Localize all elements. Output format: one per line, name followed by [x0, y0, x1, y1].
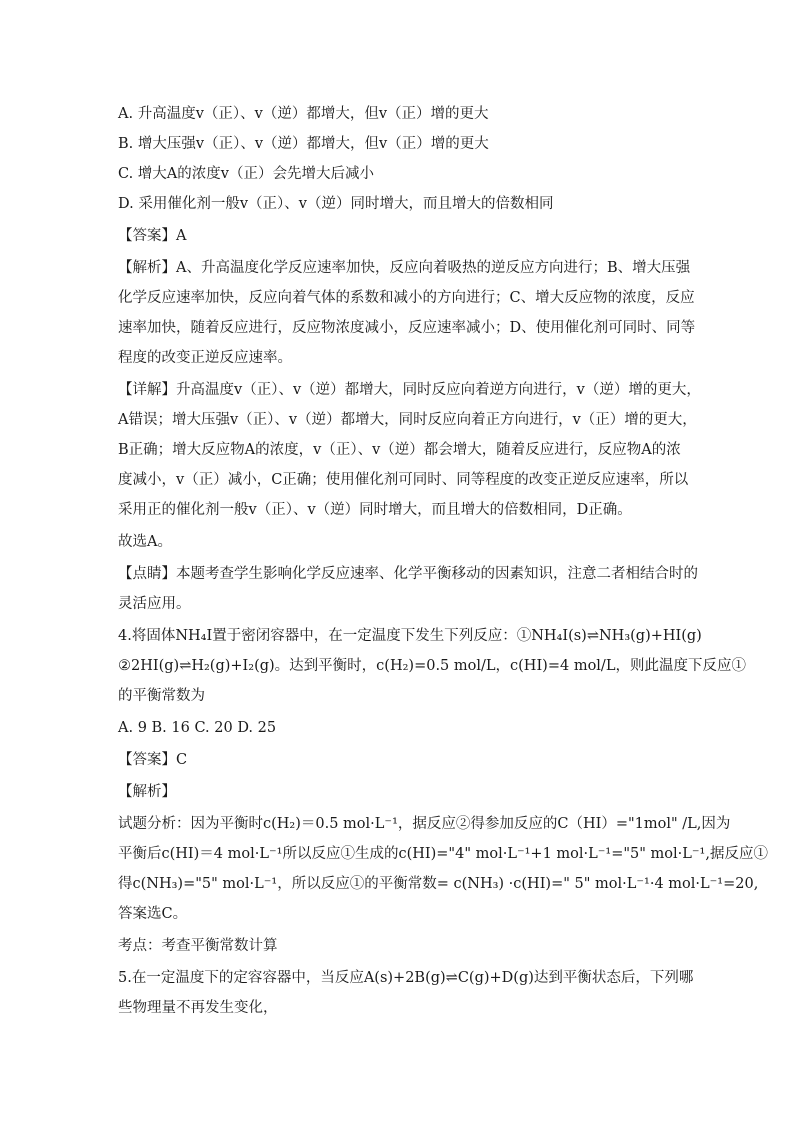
answer-line: 【答案】A [118, 228, 187, 244]
answer-line-2: 【答案】C [118, 752, 188, 768]
analysis-line-1: 【解析】A、升高温度化学反应速率加快，反应向着吸热的逆反应方向进行；B、增大压强 [118, 260, 691, 276]
question-5-line-1: 5.在一定温度下的定容容器中，当反应A(s)+2B(g)⇌C(g)+D(g)达到平衡状态后，下列哪 [118, 970, 694, 986]
detail-line-4: 度减小，v（正）减小，C正确；使用催化剂可同时、同等程度的改变正逆反应速率，所以 [118, 472, 689, 488]
option-c: C. 增大A的浓度v（正）会先增大后减小 [118, 166, 374, 182]
question-5-line-2: 些物理量不再发生变化， [118, 1000, 278, 1016]
question-4-line-2: ②2HI(g)⇌H₂(g)+I₂(g)。达到平衡时，c(H₂)=0.5 mol/L，c(HI)=4 mol/L，则此温度下反应① [118, 658, 746, 674]
tip-line-2: 灵活应用。 [118, 596, 191, 612]
conclusion-line: 故选A。 [118, 534, 172, 550]
detail-line-5: 采用正的催化剂一般v（正）、v（逆）同时增大，而且增大的倍数相同，D正确。 [118, 502, 632, 518]
detail-line-2: A错误；增大压强v（正）、v（逆）都增大，同时反应向着正方向进行，v（正）增的更大， [118, 412, 697, 428]
option-a: A. 升高温度v（正）、v（逆）都增大，但v（正）增的更大 [118, 106, 489, 122]
detail-line-1: 【详解】升高温度v（正）、v（逆）都增大，同时反应向着逆方向进行，v（逆）增的更大， [118, 382, 701, 398]
question-4-line-3: 的平衡常数为 [118, 688, 205, 704]
tip-line-1: 【点睛】本题考查学生影响化学反应速率、化学平衡移动的因素知识，注意二者相结合时的 [118, 566, 698, 582]
detail-line-3: B正确；增大反应物A的浓度，v（正）、v（逆）都会增大，随着反应进行，反应物A的浓 [118, 442, 681, 458]
analysis-heading: 【解析】 [118, 784, 176, 800]
analysis-line-2: 化学反应速率加快，反应向着气体的系数和减小的方向进行；C、增大反应物的浓度，反应 [118, 290, 695, 306]
analysis-line-3: 速率加快，随着反应进行，反应物浓度减小，反应速率减小；D、使用催化剂可同时、同等 [118, 320, 696, 336]
exam-point-line: 考点：考查平衡常数计算 [118, 938, 278, 954]
option-d: D. 采用催化剂一般v（正）、v（逆）同时增大，而且增大的倍数相同 [118, 196, 554, 212]
solution-line-2: 平衡后c(HI)＝4 mol·L⁻¹所以反应①生成的c(HI)="4" mol·L⁻¹+1 mol·L⁻¹="5" mol·L⁻¹,据反应① [118, 846, 768, 862]
solution-line-4: 答案选C。 [118, 906, 188, 922]
analysis-line-4: 程度的改变正逆反应速率。 [118, 350, 292, 366]
solution-line-3: 得c(NH₃)="5" mol·L⁻¹，所以反应①的平衡常数= c(NH₃) ·c(HI)=" 5" mol·L⁻¹·4 mol·L⁻¹=20, [118, 876, 759, 892]
solution-line-1: 试题分析：因为平衡时c(H₂)＝0.5 mol·L⁻¹，据反应②得参加反应的C（HI）="1mol" /L,因为 [118, 816, 731, 832]
question-4-options: A. 9 B. 16 C. 20 D. 25 [118, 720, 277, 736]
option-b: B. 增大压强v（正）、v（逆）都增大，但v（正）增的更大 [118, 136, 489, 152]
question-4-line-1: 4.将固体NH₄I置于密闭容器中，在一定温度下发生下列反应：①NH₄I(s)⇌NH₃(g)+HI(g) [118, 628, 702, 644]
